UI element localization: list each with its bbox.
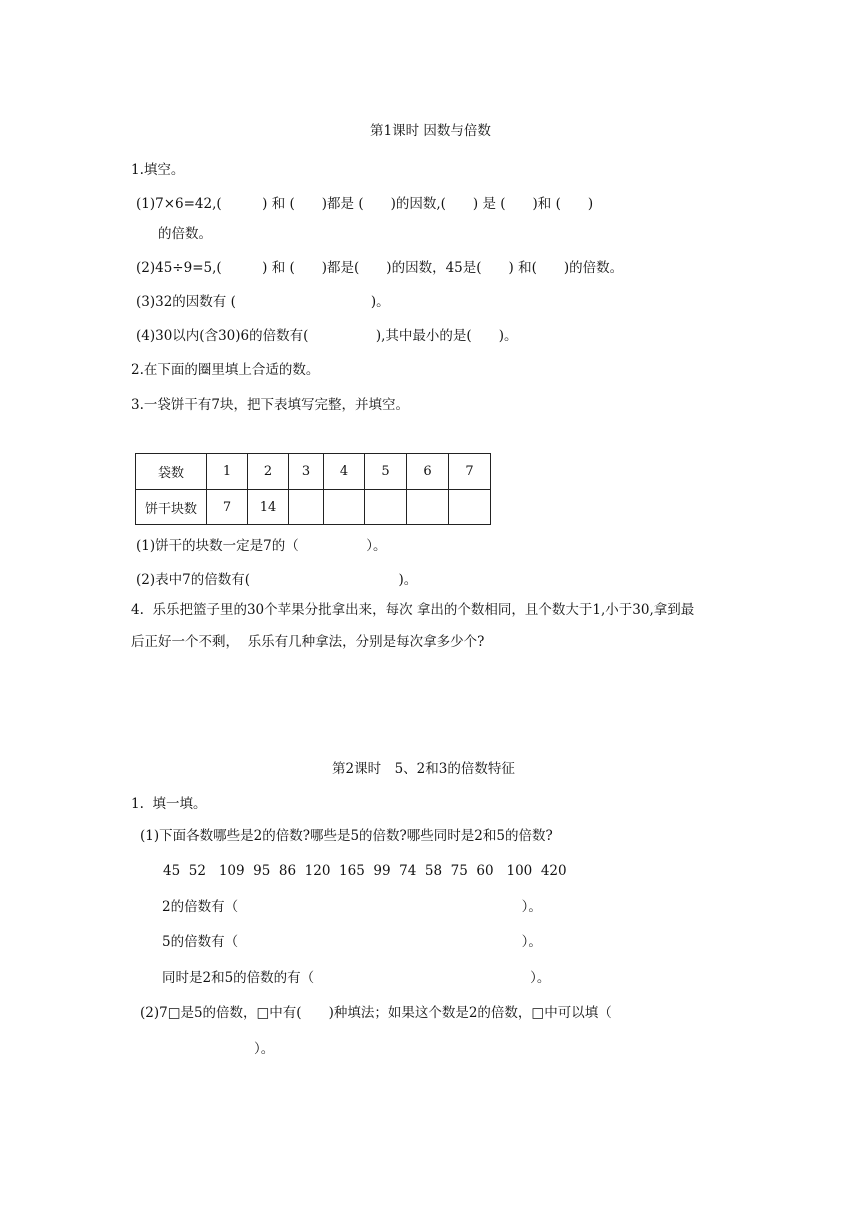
table-cell: 1 [207,454,248,490]
table-cell [365,490,407,525]
question-1-4: (4)30以内(含30)6的倍数有( ),其中最小的是( )。 [136,328,518,344]
multiples-of-both: 同时是2和5的倍数的有（ ）。 [162,970,551,986]
table-cell: 7 [207,490,248,525]
multiples-of-2: 2的倍数有（ ）。 [162,899,542,915]
table-cell [449,490,491,525]
cookie-table [135,453,491,525]
table-cell: 饼干块数 [136,490,207,525]
question-3-1: (1)饼干的块数一定是7的（ ）。 [136,538,387,554]
table-cell [289,490,324,525]
table-cell [324,490,365,525]
question-4-line2: 后正好一个不剩， 乐乐有几种拿法，分别是每次拿多少个? [131,634,485,650]
lesson2-question-1-1: (1)下面各数哪些是2的倍数?哪些是5的倍数?哪些同时是2和5的倍数? [140,828,553,844]
multiples-of-5: 5的倍数有（ ）。 [162,934,542,950]
question-1-3: (3)32的因数有 ( )。 [136,294,390,310]
table-cell: 4 [324,454,365,490]
table-cell [407,490,449,525]
question-1-2: (2)45÷9=5,( ) 和 ( )都是( )的因数，45是( ) 和( )的倍数。 [136,260,624,276]
question-1-heading: 1.填空。 [131,162,185,178]
table-cell: 2 [248,454,289,490]
table-cell: 3 [289,454,324,490]
table-row [136,454,491,490]
question-1-1-line2: 的倍数。 [158,226,212,242]
table-cell: 7 [449,454,491,490]
table-cell: 14 [248,490,289,525]
lesson1-title: 第1课时 因数与倍数 [370,123,491,139]
table-cell: 6 [407,454,449,490]
lesson2-question-1-2-line1: (2)7□是5的倍数，□中有( )种填法；如果这个数是2的倍数，□中可以填（ [140,1005,612,1021]
lesson2-question-1: 1. 填一填。 [131,796,207,812]
table-cell: 5 [365,454,407,490]
question-4-line1: 4. 乐乐把篮子里的30个苹果分批拿出来，每次 拿出的个数相同，且个数大于1,小于30,拿到最 [131,602,695,618]
question-1-1-line1: (1)7×6=42,( ) 和 ( )都是 ( )的因数,( ) 是 ( )和 ( ) [136,196,594,212]
table-cell: 袋数 [136,454,207,490]
table-row [136,490,491,525]
lesson2-title: 第2课时 5、2和3的倍数特征 [332,761,515,777]
question-3: 3.一袋饼干有7块，把下表填写完整，并填空。 [131,397,409,413]
question-2: 2.在下面的圈里填上合适的数。 [131,362,320,378]
question-3-2: (2)表中7的倍数有( )。 [136,572,418,588]
lesson2-question-1-2-line2: ）。 [254,1041,275,1057]
number-list: 45 52 109 95 86 120 165 99 74 58 75 60 100 420 [163,863,567,879]
